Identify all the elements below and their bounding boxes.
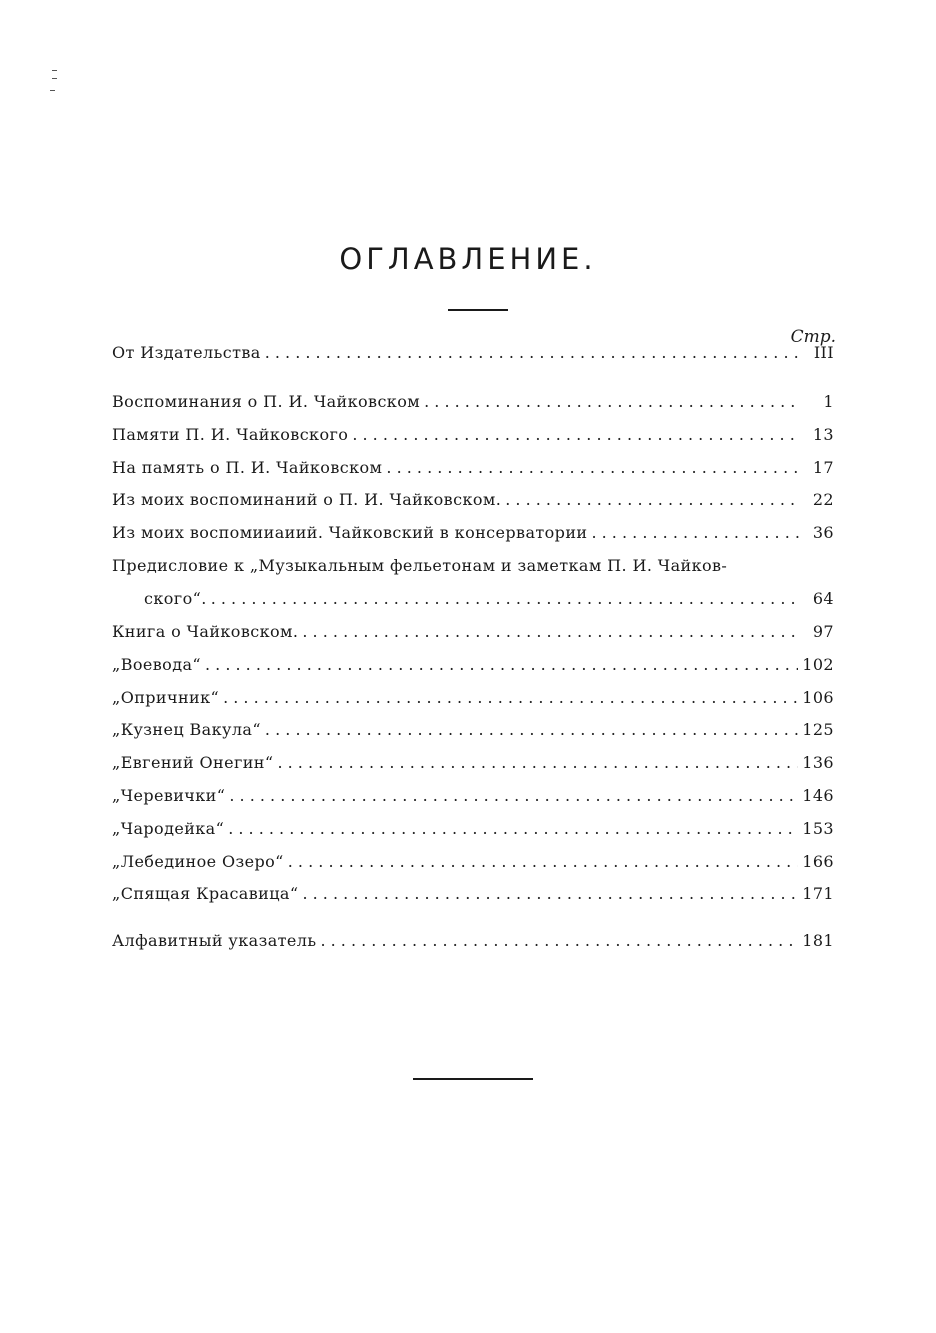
toc-entry[interactable] [112,490,834,514]
page-title: ОГЛАВЛЕНИЕ. [339,242,597,276]
dot-leader [505,490,800,509]
toc-entry[interactable] [112,720,834,744]
toc-entry-page: 1 [823,392,834,411]
toc-entry[interactable] [112,523,834,547]
end-rule [413,1078,533,1080]
toc-entry[interactable] [112,753,834,777]
toc-entry-page: 153 [802,819,834,838]
toc-entry-page: 146 [802,786,834,805]
toc-entry[interactable] [112,852,834,876]
margin-mark [52,70,57,71]
toc-entry[interactable] [112,884,834,908]
margin-mark [50,90,55,91]
toc-entry-page: 22 [812,490,834,509]
toc-entry[interactable] [112,458,834,482]
toc-entry-page: 125 [802,720,834,739]
toc-entry-title: Из моих воспомииаиий. Чайковский в консерватории [112,523,588,542]
toc-entry-page: 97 [812,622,834,641]
toc-entry-title: От Издательства [112,343,261,362]
toc-entry-title: Предисловие к „Музыкальным фельетонам и заметкам П. И. Чайков- [112,556,728,575]
toc-entry-page: 181 [802,931,834,950]
dot-leader [302,622,800,641]
toc-entry-page: 102 [802,655,834,674]
title-underline [448,309,508,311]
dot-leader [223,688,798,707]
dot-leader [205,655,798,674]
toc-entry-title: „Опричник“ [112,688,220,707]
toc-entry-title: „Евгений Онегин“ [112,753,274,772]
toc-entry-page: 166 [802,852,834,871]
toc-entry-page: 17 [812,458,834,477]
toc-entry[interactable] [112,589,834,613]
toc-entry-title: „Спящая Красавица“ [112,884,299,903]
toc-entry[interactable] [112,931,834,955]
toc-entry-title: Книга о Чайковском. [112,622,299,641]
toc-entry-page: III [813,343,834,362]
toc-entry-title: Воспоминания о П. И. Чайковском [112,392,421,411]
toc-entry[interactable] [112,343,834,367]
toc-entry-page: 136 [802,753,834,772]
dot-leader [265,720,798,739]
toc-entry[interactable] [112,786,834,810]
dot-leader [591,523,800,542]
toc-entry-title: Памяти П. И. Чайковского [112,425,349,444]
dot-leader [288,852,799,871]
toc-entry[interactable] [112,622,834,646]
toc-entry-page: 36 [812,523,834,542]
dot-leader [424,392,800,411]
dot-leader [211,589,800,608]
toc-entry-title: Алфавитный указатель [112,931,317,950]
toc-entry-title: ского“. [144,589,207,608]
dot-leader [265,343,800,362]
dot-leader [320,931,798,950]
dot-leader [352,425,800,444]
page-column-label: Стр. [790,327,836,347]
toc-entry[interactable] [112,425,834,449]
margin-mark [52,78,57,79]
dot-leader [229,786,798,805]
dot-leader [302,884,798,903]
toc-entry-page: 64 [812,589,834,608]
dot-leader [228,819,798,838]
toc-entry-line[interactable] [112,556,834,580]
dot-leader [386,458,800,477]
dot-leader [277,753,798,772]
toc-entry-title: „Воевода“ [112,655,201,674]
toc-entry-page: 106 [802,688,834,707]
toc-entry-title: „Кузнец Вакула“ [112,720,261,739]
toc-entry-page: 171 [802,884,834,903]
toc-entry[interactable] [112,688,834,712]
toc-entry[interactable] [112,392,834,416]
toc-entry[interactable] [112,655,834,679]
toc-entry-title: „Черевички“ [112,786,226,805]
toc-entry[interactable] [112,819,834,843]
toc-entry-title: Из моих воспоминаний о П. И. Чайковском. [112,490,502,509]
toc-entry-title: На память о П. И. Чайковском [112,458,383,477]
toc-entry-title: „Лебединое Озеро“ [112,852,284,871]
toc-entry-title: „Чародейка“ [112,819,225,838]
toc-entry-page: 13 [812,425,834,444]
